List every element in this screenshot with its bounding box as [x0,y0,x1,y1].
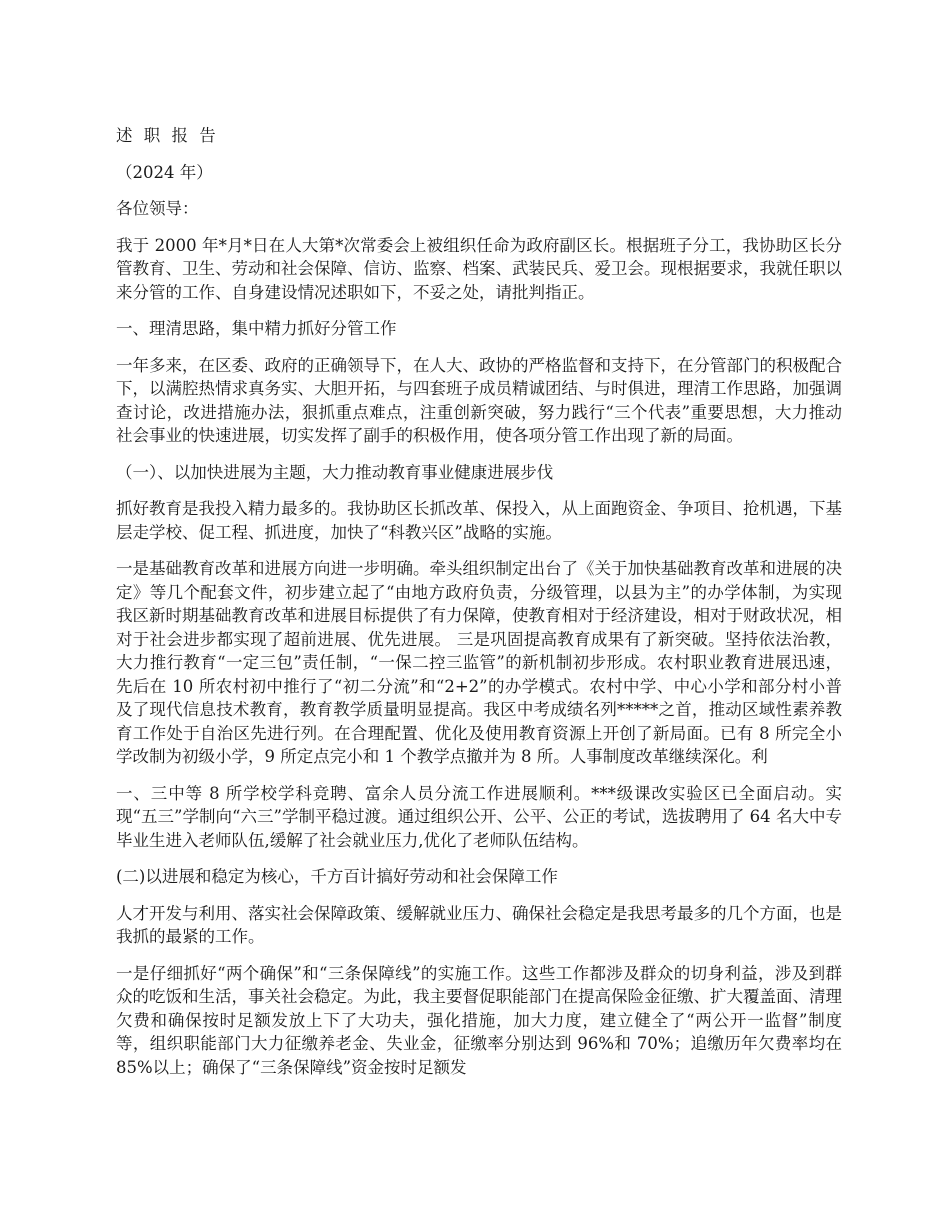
paragraph-overview: 一年多来，在区委、政府的正确领导下，在人大、政协的严格监督和支持下，在分管部门的积极配合下，以满腔热情求真务实、大胆开拓，与四套班子成员精诚团结、与时俱进，理清工作思路，加强调查讨论，改进措施办法，狠抓重点难点，注重创新突破，努力践行“三个代表”重要思想，大力推动社会事业的快速进展，切实发挥了副手的积极作用，使各项分管工作出现了新的局面。 [116,355,842,445]
paragraph-labor-details: 一是仔细抓好“两个确保”和“三条保障线”的实施工作。这些工作都涉及群众的切身利益，涉及到群众的吃饭和生活，事关社会稳定。为此，我主要督促职能部门在提高保险金征缴、扩大覆盖面、清理欠费和确保按时足额发放上下了大功夫，强化措施，加大力度，建立健全了“两公开一监督”制度等，组织职能部门大力征缴养老金、失业金，征缴率分别达到 96%和 70%；追缴历年欠费率均在 85%以上；确保了“三条保障线”资金按时足额发 [116,963,842,1077]
section-heading-1: 一、理清思路，集中精力抓好分管工作 [116,319,397,338]
paragraph-education-reform: 一、三中等 8 所学校学科竞聘、富余人员分流工作进展顺利。***级课改实验区已全面启动。实现“五三”学制向“六三”学制平稳过渡。通过组织公开、公平、公正的考试，选拔聘用了 64 名大中专毕业生进入老师队伍,缓解了社会就业压力,优化了老师队伍结构。 [116,783,842,850]
subsection-heading-education: （一）、以加快进展为主题，大力推动教育事业健康进展步伐 [116,462,554,482]
subsection-heading-labor: (二)以进展和稳定为核心，千方百计搞好劳动和社会保障工作 [116,867,558,886]
document-year: （2024 年） [116,162,213,182]
document-page [116,124,842,1092]
paragraph-intro: 我于 2000 年*月*日在人大第*次常委会上被组织任命为政府副区长。根据班子分工，我协助区长分管教育、卫生、劳动和社会保障、信访、监察、档案、武装民兵、爱卫会。现根据要求，我就任职以来分管的工作、自身建设情况述职如下，不妥之处，请批判指正。 [116,235,842,302]
paragraph-education-details: 一是基础教育改革和进展方向进一步明确。牵头组织制定出台了《关于加快基础教育改革和进展的决定》等几个配套文件，初步建立起了“由地方政府负责，分级管理，以县为主”的办学体制，为实现我区新时期基础教育改革和进展目标提供了有力保障，使教育相对于经济建设，相对于财政状况，相对于社会进步都实现了超前进展、优先进展。 三是巩固提高教育成果有了新突破。坚持依法治教，大力推行教育“一定三包”责任制，“一保二控三监管”的新机制初步形成。农村职业教育进展迅速，先后在 10 所农村初中推行了“初二分流”和“2+2”的办学模式。农村中学、中心小学和部分村小普及了现代信息技术教育，教育教学质量明显提高。我区中考成绩名列*****之首，推动区域性素养教育工作处于自治区先进行列。在合理配置、优化及使用教育资源上开创了新局面。已有 8 所完全小学改制为初级小学，9 所定点完小和 1 个教学点撤并为 8 所。人事制度改革继续深化。利 [116,559,842,766]
paragraph-labor-intro: 人才开发与利用、落实社会保障政策、缓解就业压力、确保社会稳定是我思考最多的几个方面，也是我抓的最紧的工作。 [116,903,842,946]
paragraph-education-intro: 抓好教育是我投入精力最多的。我协助区长抓改革、保投入，从上面跑资金、争项目、抢机遇，下基层走学校、促工程、抓进度，加快了“科教兴区”战略的实施。 [116,499,842,542]
document-title: 述 职 报 告 [116,126,219,145]
salutation: 各位领导： [116,199,199,218]
